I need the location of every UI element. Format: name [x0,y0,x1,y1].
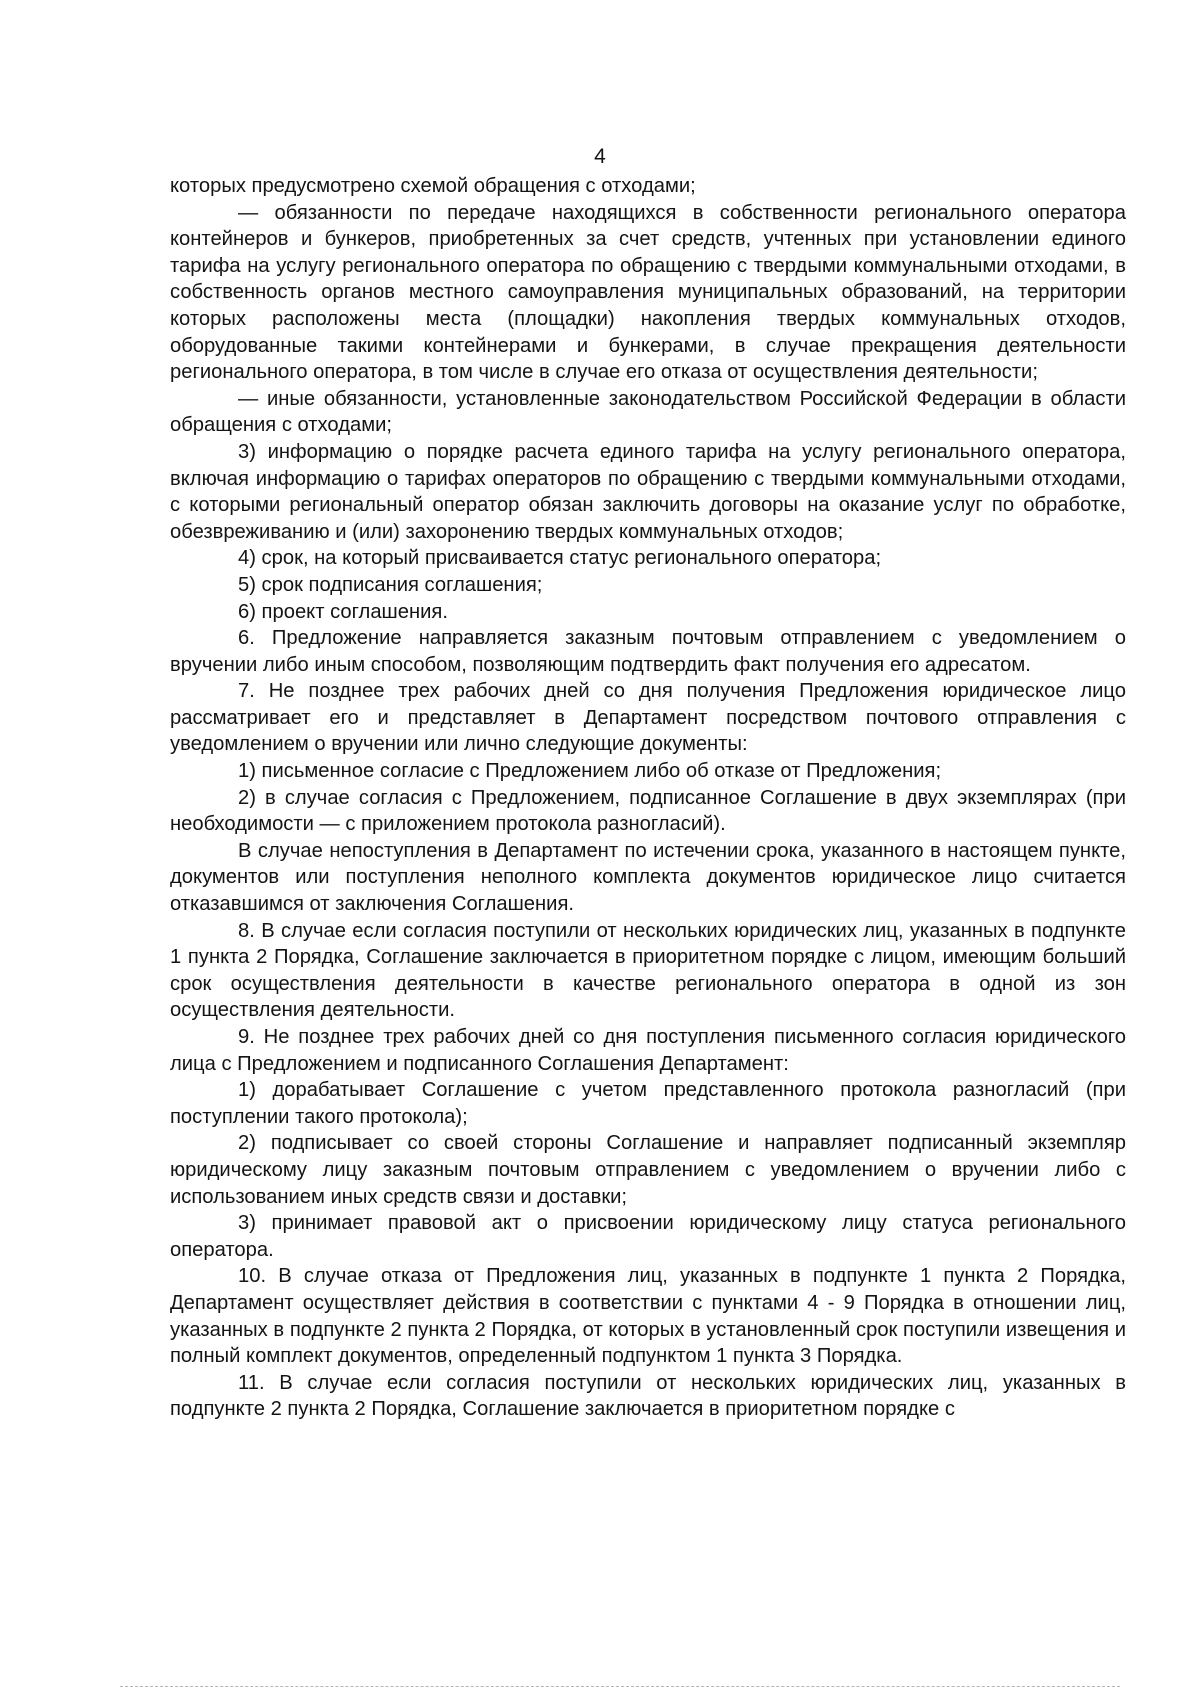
paragraph-subitem-6: 6) проект соглашения. [238,600,448,623]
paragraph-item-7-sub-1: 1) письменное согласие с Предложением либо об отказе от Предложения; [238,760,942,783]
paragraph-item-7-note: В случае непоступления в Департамент по истечении срока, указанного в настоящем пункте, документов или поступления неполного комплекта документов юридическое лицо считается отказавшимся от заключения Соглашения. [170,839,1126,916]
document-body [170,173,1126,1423]
scan-artifact-line [120,1686,1120,1687]
paragraph-obligation-transfer: — обязанности по передаче находящихся в собственности регионального оператора контейнеров и бункеров, приобретенных за счет средств, учтенных при установлении единого тарифа на услугу регионального оператора по обращению с твердыми коммунальными отходами, в собственность органов местного самоуправления муниципальных образований, на территории которых расположены места (площадки) накопления твердых коммунальных отходов, оборудованные такими контейнерами и бункерами, в случае прекращения деятельности регионального оператора, в том числе в случае его отказа от осуществления деятельности; [170,201,1126,384]
page-number: 4 [594,145,606,168]
paragraph-item-9-sub-1: 1) дорабатывает Соглашение с учетом представленного протокола разногласий (при поступлении такого протокола); [170,1079,1126,1128]
paragraph-item-7: 7. Не позднее трех рабочих дней со дня получения Предложения юридическое лицо рассматривает его и представляет в Департамент посредством почтового отправления с уведомлением о вручении или лично следующие документы: [170,680,1126,756]
paragraph-item-9-sub-3: 3) принимает правовой акт о присвоении юридическому лицу статуса регионального оператора. [170,1212,1126,1261]
paragraph-item-9: 9. Не позднее трех рабочих дней со дня поступления письменного согласия юридического лица с Предложением и подписанного Соглашения Департамент: [170,1026,1126,1075]
paragraph-subitem-4: 4) срок, на который присваивается статус регионального оператора; [238,547,882,570]
paragraph-item-8: 8. В случае если согласия поступили от нескольких юридических лиц, указанных в подпункте 1 пункта 2 Порядка, Соглашение заключается в приоритетном порядке с лицом, имеющим больший срок осуществления деятельности в качестве регионального оператора в одной из зон осуществления деятельности. [170,919,1126,1022]
paragraph-item-6: 6. Предложение направляется заказным почтовым отправлением с уведомлением о вручении либо иным способом, позволяющим подтвердить факт получения его адресатом. [170,627,1126,676]
paragraph-subitem-5: 5) срок подписания соглашения; [238,573,543,596]
paragraph-item-11: 11. В случае если согласия поступили от нескольких юридических лиц, указанных в подпункте 2 пункта 2 Порядка, Соглашение заключается в приоритетном порядке с [170,1371,1126,1421]
paragraph-other-obligations: — иные обязанности, установленные законодательством Российской Федерации в области обращения с отходами; [170,387,1126,437]
paragraph-item-10: 10. В случае отказа от Предложения лиц, указанных в подпункте 1 пункта 2 Порядка, Департамент осуществляет действия в соответствии с пунктами 4 - 9 Порядка в отношении лиц, указанных в подпункте 2 пункта 2 Порядка, от которых в установленный срок поступили извещения и полный комплект документов, определенный подпунктом 1 пункта 3 Порядка. [170,1265,1126,1368]
paragraph-item-9-sub-2: 2) подписывает со своей стороны Соглашение и направляет подписанный экземпляр юридическому лицу заказным почтовым отправлением с уведомлением о вручении либо с использованием иных средств связи и доставки; [170,1132,1126,1208]
paragraph-item-7-sub-2: 2) в случае согласия с Предложением, подписанное Соглашение в двух экземплярах (при необходимости — с приложением протокола разногласий). [170,786,1126,836]
paragraph-subitem-3: 3) информацию о порядке расчета единого тарифа на услугу регионального оператора, включая информацию о тарифах операторов по обращению с твердыми коммунальными отходами, с которыми региональный оператор обязан заключить договоры на оказание услуг по обработке, обезвреживанию и (или) захоронению твердых коммунальных отходов; [170,440,1126,543]
paragraph-continuation: которых предусмотрено схемой обращения с отходами; [170,175,696,197]
